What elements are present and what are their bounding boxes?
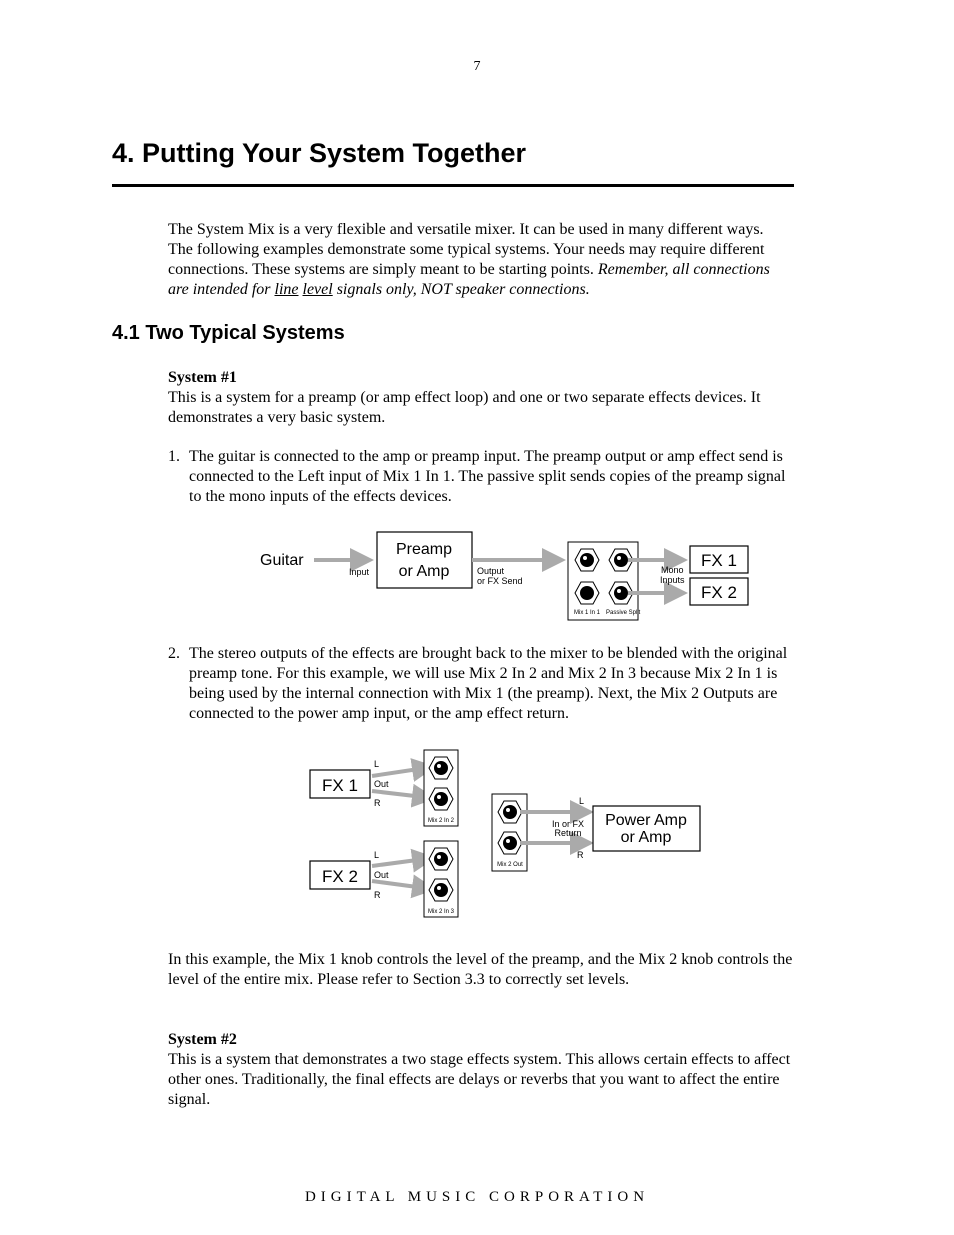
intro-line: The following examples demonstrate some typical systems. Your needs may require different (168, 241, 765, 258)
preamp-label: or Amp (398, 563, 450, 580)
intro-text: connections. These systems are simply meant to be starting points. (168, 261, 598, 278)
mix1-in1-label: Mix 1 In 1 (574, 610, 601, 616)
out-label: Out (374, 870, 389, 880)
system2-block (168, 1030, 848, 1110)
summary-line: level of the entire mix. Please refer to Section 3.3 to correctly set levels. (168, 971, 630, 988)
output-label: Output (477, 566, 505, 576)
mono-inputs-label: Mono (661, 565, 684, 575)
preamp-label: Preamp (395, 541, 453, 558)
intro-paragraph (168, 220, 848, 300)
right-label: R (374, 890, 381, 900)
mix2-in2-label: Mix 2 In 2 (427, 818, 455, 824)
step-line: to the mono inputs of the effects devices. (189, 488, 452, 505)
mix2-in3-label: Mix 2 In 3 (427, 909, 455, 915)
fx2-label: FX 2 (322, 867, 358, 886)
section-heading: 4.1 Two Typical Systems (112, 322, 345, 344)
step-2 (168, 644, 848, 724)
fx1-label: FX 1 (701, 551, 737, 570)
system1-return-diagram (300, 745, 710, 923)
page-number: 7 (473, 59, 481, 74)
step-number: 2. (168, 645, 180, 662)
system1-diagram (250, 528, 760, 624)
system1-block (168, 368, 848, 428)
fx1-l-arrow (372, 767, 432, 776)
fx2-l-arrow (372, 858, 432, 866)
left-label: L (374, 850, 380, 860)
step-text (189, 447, 848, 507)
power-amp-label: Power Amp (605, 812, 687, 829)
intro-underline-line: line (274, 281, 299, 298)
right-label: R (577, 850, 584, 860)
left-label: L (579, 796, 585, 806)
passive-split-label: Passive Split (606, 610, 641, 616)
heading-rule (112, 184, 794, 187)
step-line: connected to the power amp input, or the amp effect return. (189, 705, 570, 722)
intro-underline-level: level (302, 281, 333, 298)
out-label: Out (374, 779, 389, 789)
step-text (189, 644, 848, 724)
step-line: connected to the Left input of Mix 1 In 1. The passive split sends copies of the preamp signal (189, 468, 786, 485)
summary-line: In this example, the Mix 1 knob controls the level of the preamp, and the Mix 2 knob controls the (168, 951, 793, 968)
guitar-label: Guitar (260, 552, 304, 569)
fx2-r-arrow (372, 881, 432, 889)
footer: DIGITAL MUSIC CORPORATION (304, 1189, 650, 1205)
output-label: or FX Send (477, 576, 523, 586)
step-line: being used by the internal connection with Mix 1 (the preamp). Next, the Mix 2 Outputs are (189, 685, 778, 702)
input-label: Input (349, 567, 370, 577)
system2-title: System #2 (168, 1031, 237, 1048)
intro-line (168, 280, 848, 300)
left-label: L (374, 759, 380, 769)
return-label: In or FX (551, 819, 585, 829)
power-amp-label: or Amp (620, 829, 672, 846)
system1-desc-line: This is a system for a preamp (or amp effect loop) and one or two separate effects devices. It (168, 389, 761, 406)
step-1 (168, 447, 848, 507)
chapter-heading: 4. Putting Your System Together (112, 138, 527, 168)
step-line: The guitar is connected to the amp or preamp input. The preamp output or amp effect send is (189, 448, 783, 465)
step-number: 1. (168, 448, 180, 465)
right-label: R (374, 798, 381, 808)
intro-line: The System Mix is a very flexible and versatile mixer. It can be used in many different ways. (168, 221, 764, 238)
system2-desc-line: other ones. Traditionally, the final effects are delays or reverbs that you want to affect the entire (168, 1071, 780, 1088)
system1-desc-line: demonstrates a very basic system. (168, 409, 386, 426)
intro-line (168, 260, 848, 280)
summary-paragraph (168, 950, 848, 990)
intro-italic: signals only, NOT speaker connections. (332, 281, 590, 298)
system2-desc-line: signal. (168, 1091, 211, 1108)
step-line: The stereo outputs of the effects are brought back to the mixer to be blended with the original (189, 645, 788, 662)
system1-title: System #1 (168, 369, 237, 386)
step-line: preamp tone. For this example, we will use Mix 2 In 2 and Mix 2 In 3 because Mix 2 In 1 is (189, 665, 778, 682)
system2-desc-line: This is a system that demonstrates a two stage effects system. This allows certain effects to affect (168, 1051, 791, 1068)
return-label: Return (554, 828, 582, 838)
mix2-out-label: Mix 2 Out (497, 862, 523, 868)
fx1-label: FX 1 (322, 776, 358, 795)
fx1-r-arrow (372, 791, 432, 798)
intro-italic: are intended for (168, 281, 275, 298)
intro-italic: Remember, all connections (597, 261, 770, 278)
mono-inputs-label: Inputs (660, 575, 685, 585)
fx2-label: FX 2 (701, 583, 737, 602)
